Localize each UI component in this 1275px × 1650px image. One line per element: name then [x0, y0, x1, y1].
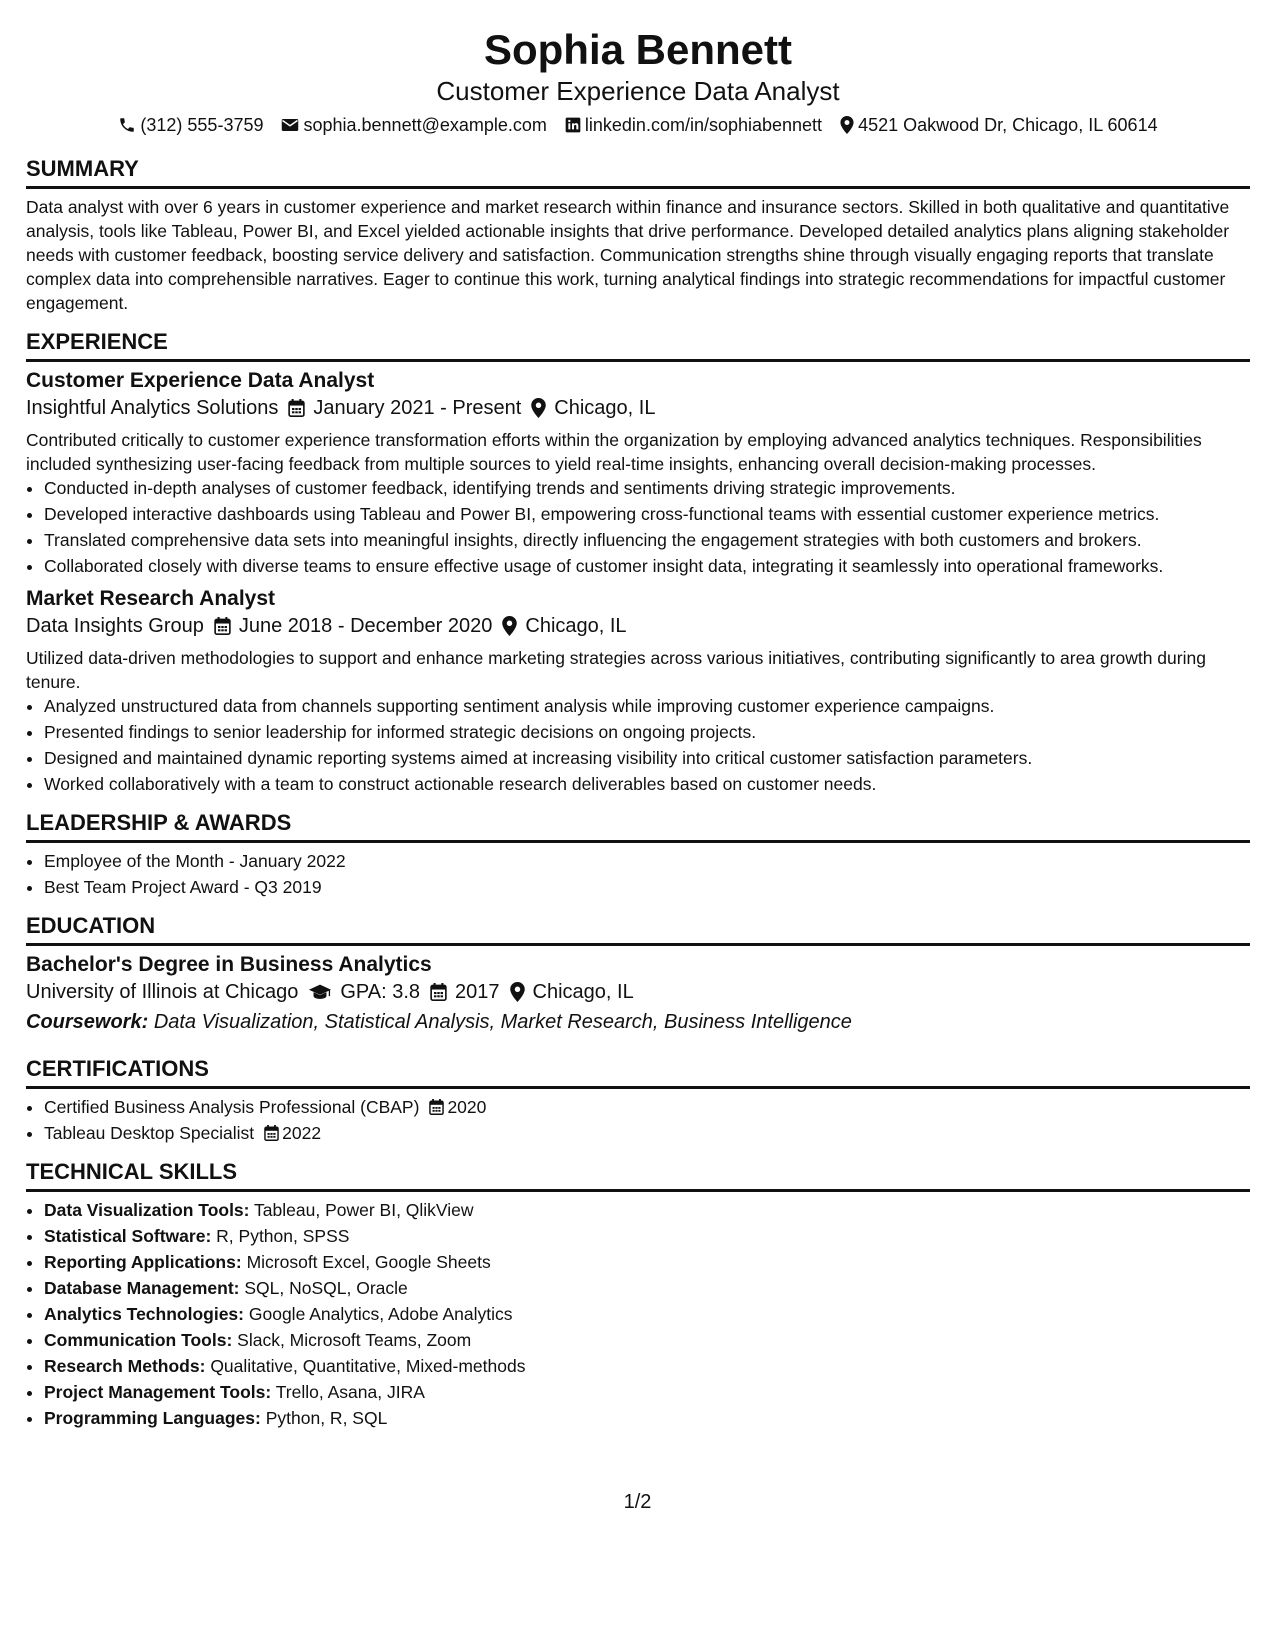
map-pin-icon: [510, 982, 525, 1002]
skill-label: Statistical Software:: [44, 1226, 212, 1246]
phone-text: (312) 555-3759: [140, 115, 264, 135]
job-dates-text: June 2018 - December 2020: [238, 615, 493, 637]
list-item: • Designed and maintained dynamic reporting systems aimed at increasing visibility into critical customer satisfaction parameters.: [44, 746, 1250, 770]
school-name: University of Illinois at Chicago: [26, 981, 299, 1003]
job-title: Customer Experience Data Analyst: [26, 369, 375, 392]
section-heading-summary: SUMMARY: [26, 156, 1250, 189]
list-item: • Best Team Project Award - Q3 2019: [44, 875, 1250, 899]
skill-value: Microsoft Excel, Google Sheets: [246, 1252, 491, 1272]
education-location: [510, 978, 634, 1006]
map-pin-icon: [531, 398, 546, 418]
list-item: [44, 1250, 1250, 1274]
calendar-icon: [214, 617, 231, 635]
job-dates: [214, 612, 493, 640]
contact-phone: [118, 114, 263, 136]
contact-linkedin[interactable]: [565, 114, 822, 136]
leadership-section: [26, 810, 1250, 899]
list-item: [44, 1224, 1250, 1248]
skill-label: Communication Tools:: [44, 1330, 233, 1350]
candidate-title: Customer Experience Data Analyst: [436, 76, 840, 106]
skill-label: Research Methods:: [44, 1356, 206, 1376]
skill-label: Reporting Applications:: [44, 1252, 242, 1272]
job-meta: [26, 394, 1250, 422]
education-year: [430, 978, 500, 1006]
job-title: Market Research Analyst: [26, 587, 276, 610]
year-text: 2017: [455, 981, 500, 1003]
section-heading-leadership: LEADERSHIP & AWARDS: [26, 810, 1250, 843]
list-item: • Translated comprehensive data sets into meaningful insights, directly influencing the engagement strategies with both customers and brokers.: [44, 528, 1250, 552]
job-dates: [288, 394, 521, 422]
section-heading-skills: TECHNICAL SKILLS: [26, 1159, 1250, 1192]
cert-name: • Certified Business Analysis Professional (CBAP): [44, 1097, 420, 1117]
list-item: [44, 1198, 1250, 1222]
resume-header: [26, 26, 1250, 136]
list-item: [44, 1328, 1250, 1352]
job-description: Contributed critically to customer experience transformation efforts within the organization by employing advanced analytics techniques. Responsibilities included synthesizing user-facing feedback from multiple sources to yield real-time insights, enhancing overall decision-making processes.: [26, 430, 1202, 474]
contact-email[interactable]: [281, 114, 546, 136]
experience-section: [26, 329, 1250, 796]
list-item: • Worked collaboratively with a team to construct actionable research deliverables based on customer needs.: [44, 772, 1250, 796]
skill-value: Google Analytics, Adobe Analytics: [248, 1304, 513, 1324]
coursework: [26, 1008, 1250, 1036]
gpa-text: GPA: 3.8: [340, 981, 421, 1003]
certifications-section: [26, 1056, 1250, 1145]
skill-label: Analytics Technologies:: [44, 1304, 244, 1324]
contact-address: [840, 114, 1158, 136]
job-dates-text: January 2021 - Present: [313, 397, 522, 419]
skill-label: Programming Languages:: [44, 1408, 261, 1428]
linkedin-icon: [565, 117, 581, 133]
calendar-icon: [429, 1099, 444, 1115]
summary-text: Data analyst with over 6 years in customer experience and market research within finance and insurance sectors. Skilled in both qualitative and quantitative analysis, tools like Tableau, Power BI, and Excel yielded actionable insights that drive performance. Developed detailed analytics plans aligning stakeholder needs with customer feedback, boosting service delivery and satisfaction. Communication strengths shine through visually engaging reports that translate complex data into comprehensible narratives. Eager to continue this work, turning analytical findings into strategic recommendations for impactful customer engagement.: [26, 197, 1230, 313]
cert-year: [264, 1121, 321, 1145]
list-item: [44, 1302, 1250, 1326]
skills-section: [26, 1159, 1250, 1430]
degree-title: Bachelor's Degree in Business Analytics: [26, 953, 432, 976]
cert-year: [429, 1095, 486, 1119]
skills-list: [26, 1198, 1250, 1430]
contact-bar: [26, 114, 1250, 136]
education-meta: [26, 978, 1250, 1006]
email-link[interactable]: sophia.bennett@example.com: [303, 115, 547, 135]
job-location: [502, 612, 626, 640]
section-heading-education: EDUCATION: [26, 913, 1250, 946]
calendar-icon: [264, 1125, 279, 1141]
job-bullets: [26, 476, 1250, 578]
job-bullets: [26, 694, 1250, 796]
calendar-icon: [430, 983, 447, 1001]
list-item: [44, 1276, 1250, 1300]
job-location-text: Chicago, IL: [525, 615, 627, 637]
list-item: [44, 1354, 1250, 1378]
list-item: [44, 1406, 1250, 1430]
section-heading-experience: EXPERIENCE: [26, 329, 1250, 362]
summary-section: [26, 156, 1250, 315]
coursework-label: Coursework:: [26, 1011, 149, 1033]
job-location-text: Chicago, IL: [554, 397, 656, 419]
map-pin-icon: [840, 116, 854, 134]
job-entry: [26, 368, 1250, 578]
list-item: • Collaborated closely with diverse teams to ensure effective usage of customer insight data, integrating it seamlessly into operational frameworks.: [44, 554, 1250, 578]
graduation-cap-icon: [308, 983, 332, 1001]
skill-value: R, Python, SPSS: [216, 1226, 350, 1246]
coursework-text: Data Visualization, Statistical Analysis, Market Research, Business Intelligence: [153, 1011, 852, 1033]
list-item: • Analyzed unstructured data from channels supporting sentiment analysis while improving customer experience campaigns.: [44, 694, 1250, 718]
section-heading-certifications: CERTIFICATIONS: [26, 1056, 1250, 1089]
cert-year-text: 2022: [282, 1123, 322, 1143]
skill-label: Data Visualization Tools:: [44, 1200, 250, 1220]
skill-value: Trello, Asana, JIRA: [275, 1382, 425, 1402]
company-name: Insightful Analytics Solutions: [26, 397, 279, 419]
address-text: 4521 Oakwood Dr, Chicago, IL 60614: [858, 115, 1158, 135]
skill-value: Tableau, Power BI, QlikView: [254, 1200, 474, 1220]
list-item: • Developed interactive dashboards using Tableau and Power BI, empowering cross-functional teams with essential customer experience metrics.: [44, 502, 1250, 526]
education-section: [26, 913, 1250, 1036]
list-item: • Employee of the Month - January 2022: [44, 849, 1250, 873]
phone-icon: [118, 116, 136, 134]
linkedin-link[interactable]: linkedin.com/in/sophiabennett: [584, 115, 823, 135]
list-item: • Presented findings to senior leadership for informed strategic decisions on ongoing projects.: [44, 720, 1250, 744]
job-location: [531, 394, 655, 422]
list-item: [44, 1121, 1250, 1145]
cert-year-text: 2020: [447, 1097, 487, 1117]
calendar-icon: [288, 399, 305, 417]
page-number: 1/2: [623, 1491, 652, 1513]
skill-label: Project Management Tools:: [44, 1382, 272, 1402]
list-item: [44, 1380, 1250, 1404]
skill-value: Slack, Microsoft Teams, Zoom: [237, 1330, 472, 1350]
candidate-name: Sophia Bennett: [483, 26, 792, 73]
skill-label: Database Management:: [44, 1278, 240, 1298]
list-item: • Conducted in-depth analyses of customer feedback, identifying trends and sentiments driving strategic improvements.: [44, 476, 1250, 500]
cert-list: [26, 1095, 1250, 1145]
job-meta: [26, 612, 1250, 640]
skill-value: SQL, NoSQL, Oracle: [244, 1278, 408, 1298]
skill-value: Qualitative, Quantitative, Mixed-methods: [210, 1356, 526, 1376]
list-item: [44, 1095, 1250, 1119]
award-list: [26, 849, 1250, 899]
education-gpa: [308, 978, 420, 1006]
job-description: Utilized data-driven methodologies to support and enhance marketing strategies across various initiatives, contributing significantly to area growth during tenure.: [26, 648, 1206, 692]
envelope-icon: [281, 117, 299, 133]
company-name: Data Insights Group: [26, 615, 204, 637]
education-location-text: Chicago, IL: [532, 981, 634, 1003]
cert-name: • Tableau Desktop Specialist: [44, 1123, 255, 1143]
resume-page: [26, 20, 1250, 1432]
map-pin-icon: [502, 616, 517, 636]
job-entry: [26, 586, 1250, 796]
skill-value: Python, R, SQL: [265, 1408, 388, 1428]
